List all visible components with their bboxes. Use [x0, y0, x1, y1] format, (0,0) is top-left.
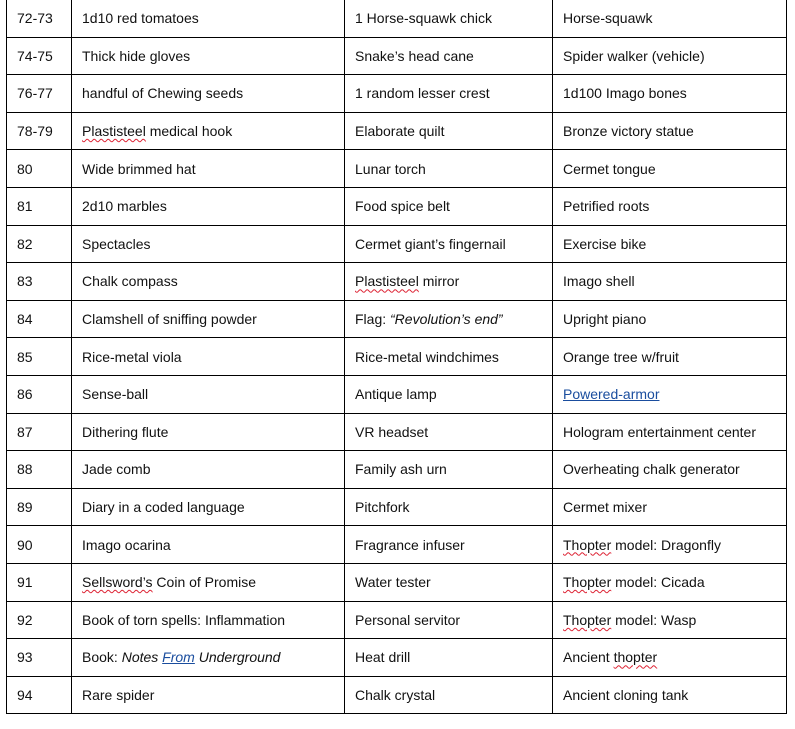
misspelled-word: Plastisteel — [82, 123, 146, 140]
item-cell: Rare spider — [72, 676, 345, 714]
item-cell: Cermet giant’s fingernail — [345, 225, 553, 263]
misspelled-word: thopter — [613, 649, 658, 666]
item-text: medical hook — [145, 123, 233, 140]
roll-cell: 88 — [7, 451, 72, 489]
item-cell — [553, 526, 787, 564]
table-row — [7, 187, 787, 225]
item-cell: Snake’s head cane — [345, 37, 553, 75]
misspelled-word: Thopter — [563, 574, 612, 591]
from-link[interactable]: From — [162, 649, 195, 666]
roll-cell: 91 — [7, 563, 72, 601]
table-row — [7, 75, 787, 113]
misspelled-word: Thopter — [563, 536, 612, 553]
item-cell: Clamshell of sniffing powder — [72, 300, 345, 338]
item-cell: Fragrance infuser — [345, 526, 553, 564]
item-cell: Upright piano — [553, 300, 787, 338]
item-cell: Elaborate quilt — [345, 112, 553, 150]
item-cell: VR headset — [345, 413, 553, 451]
table-row — [7, 601, 787, 639]
table-row — [7, 338, 787, 376]
item-text: Coin of Promise — [152, 574, 257, 591]
table-row — [7, 413, 787, 451]
item-cell: Lunar torch — [345, 150, 553, 188]
item-text: Book: — [82, 649, 122, 666]
item-cell: Chalk compass — [72, 263, 345, 301]
item-cell: Dithering flute — [72, 413, 345, 451]
item-cell: Diary in a coded language — [72, 488, 345, 526]
item-cell — [345, 300, 553, 338]
item-cell: Imago shell — [553, 263, 787, 301]
item-cell: Pitchfork — [345, 488, 553, 526]
item-cell — [553, 563, 787, 601]
item-cell: Hologram entertainment center — [553, 413, 787, 451]
misspelled-word: Sellsword’s — [82, 574, 153, 591]
item-cell — [553, 601, 787, 639]
item-cell: Jade comb — [72, 451, 345, 489]
roll-cell: 82 — [7, 225, 72, 263]
table-row — [7, 112, 787, 150]
item-cell: 1d10 red tomatoes — [72, 0, 345, 37]
item-cell: Cermet mixer — [553, 488, 787, 526]
table-row — [7, 225, 787, 263]
item-text: Flag: — [355, 311, 391, 328]
item-cell: Personal servitor — [345, 601, 553, 639]
powered-armor-link[interactable]: Powered-armor — [563, 386, 660, 403]
item-cell: Spider walker (vehicle) — [553, 37, 787, 75]
item-text: model: Wasp — [611, 611, 697, 628]
table-row — [7, 37, 787, 75]
italic-text: Notes — [121, 649, 163, 666]
item-text: model: Dragonfly — [611, 536, 721, 553]
item-cell: Chalk crystal — [345, 676, 553, 714]
item-cell: Water tester — [345, 563, 553, 601]
table-row — [7, 563, 787, 601]
item-cell — [553, 375, 787, 413]
item-cell: Antique lamp — [345, 375, 553, 413]
roll-cell: 90 — [7, 526, 72, 564]
item-cell: Family ash urn — [345, 451, 553, 489]
item-cell — [553, 639, 787, 677]
item-cell: handful of Chewing seeds — [72, 75, 345, 113]
roll-cell: 89 — [7, 488, 72, 526]
roll-cell: 93 — [7, 639, 72, 677]
item-cell — [345, 263, 553, 301]
roll-cell: 78-79 — [7, 112, 72, 150]
table-row — [7, 263, 787, 301]
italic-text: “Revolution’s end” — [390, 311, 503, 328]
misspelled-word: Plastisteel — [355, 273, 419, 290]
item-cell — [72, 563, 345, 601]
item-cell: Sense-ball — [72, 375, 345, 413]
roll-cell: 94 — [7, 676, 72, 714]
item-cell: Petrified roots — [553, 187, 787, 225]
roll-cell: 85 — [7, 338, 72, 376]
item-cell: Horse-squawk — [553, 0, 787, 37]
item-cell — [72, 112, 345, 150]
table-row — [7, 0, 787, 37]
roll-cell: 80 — [7, 150, 72, 188]
item-cell: Food spice belt — [345, 187, 553, 225]
item-cell: Overheating chalk generator — [553, 451, 787, 489]
item-text: model: Cicada — [611, 574, 705, 591]
item-cell: Exercise bike — [553, 225, 787, 263]
italic-text: Underground — [194, 649, 281, 666]
item-cell: Book of torn spells: Inflammation — [72, 601, 345, 639]
item-cell: Rice-metal windchimes — [345, 338, 553, 376]
roll-cell: 84 — [7, 300, 72, 338]
item-cell: Wide brimmed hat — [72, 150, 345, 188]
item-cell: Thick hide gloves — [72, 37, 345, 75]
table-row — [7, 639, 787, 677]
item-cell — [72, 639, 345, 677]
roll-cell: 76-77 — [7, 75, 72, 113]
misspelled-word: Thopter — [563, 611, 612, 628]
roll-cell: 83 — [7, 263, 72, 301]
table-row — [7, 488, 787, 526]
item-cell: 1 random lesser crest — [345, 75, 553, 113]
roll-cell: 74-75 — [7, 37, 72, 75]
item-cell: Spectacles — [72, 225, 345, 263]
roll-cell: 87 — [7, 413, 72, 451]
table-row — [7, 676, 787, 714]
item-cell: 1 Horse-squawk chick — [345, 0, 553, 37]
item-cell: 1d100 Imago bones — [553, 75, 787, 113]
item-cell: Cermet tongue — [553, 150, 787, 188]
item-cell: Ancient cloning tank — [553, 676, 787, 714]
table-row — [7, 375, 787, 413]
table-row — [7, 300, 787, 338]
item-cell: Orange tree w/fruit — [553, 338, 787, 376]
roll-cell: 81 — [7, 187, 72, 225]
roll-cell: 86 — [7, 375, 72, 413]
item-text: mirror — [418, 273, 460, 290]
item-cell: Rice-metal viola — [72, 338, 345, 376]
roll-cell: 72-73 — [7, 0, 72, 37]
table-row — [7, 150, 787, 188]
item-cell: 2d10 marbles — [72, 187, 345, 225]
item-cell: Imago ocarina — [72, 526, 345, 564]
item-cell: Bronze victory statue — [553, 112, 787, 150]
table-row — [7, 526, 787, 564]
loot-table — [6, 0, 787, 714]
item-cell: Heat drill — [345, 639, 553, 677]
item-text: Ancient — [563, 649, 614, 666]
table-row — [7, 451, 787, 489]
roll-cell: 92 — [7, 601, 72, 639]
